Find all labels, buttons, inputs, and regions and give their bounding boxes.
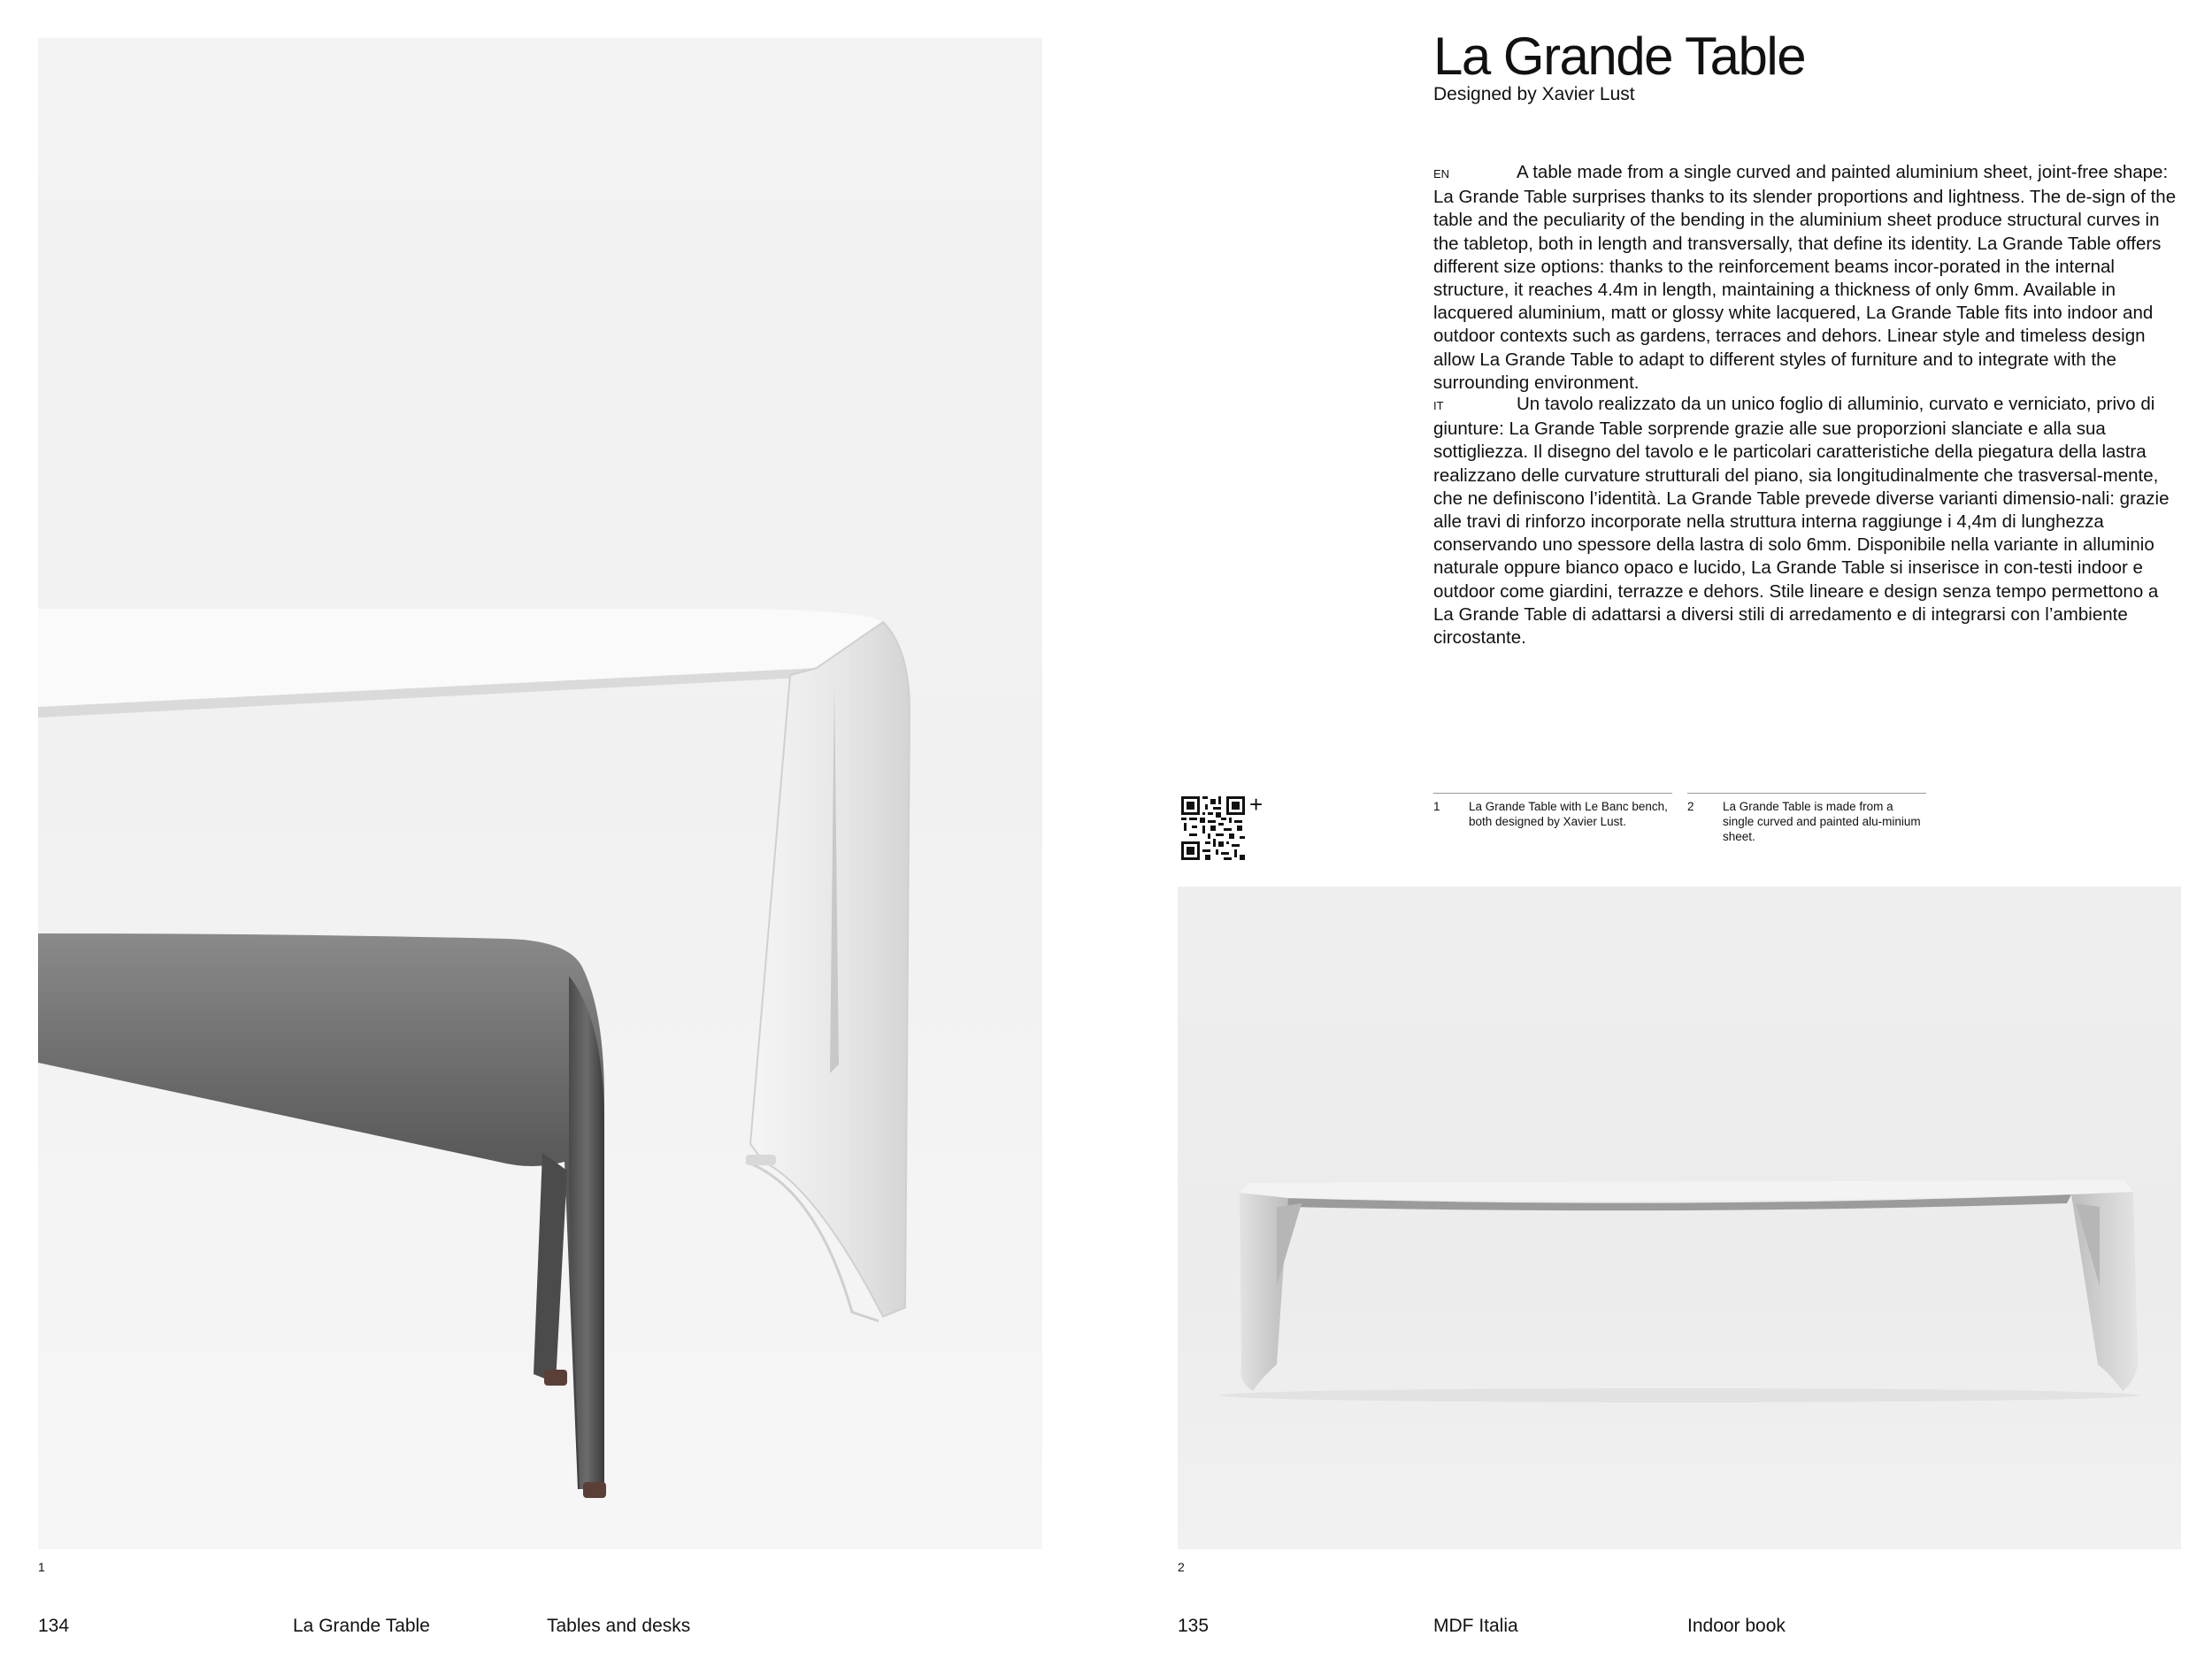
plus-icon: +	[1249, 791, 1263, 818]
caption-1	[1433, 793, 1672, 829]
caption-number: 2	[1687, 800, 1694, 813]
figure-number-1: 1	[38, 1560, 45, 1574]
page-number-left: 134	[38, 1616, 70, 1636]
footer-book-title: Indoor book	[1687, 1616, 1786, 1636]
table-illustration	[1178, 887, 2181, 1549]
page-title: La Grande Table	[1433, 27, 1806, 86]
caption-number: 1	[1433, 800, 1440, 813]
photo-table-with-bench	[38, 38, 1042, 1549]
description-en	[1433, 161, 2181, 395]
designer-subtitle: Designed by Xavier Lust	[1433, 84, 1635, 104]
lang-label-it: IT	[1433, 399, 1444, 412]
caption-text: La Grande Table with Le Banc bench, both designed by Xavier Lust.	[1469, 800, 1668, 828]
footer-product-title: La Grande Table	[293, 1616, 430, 1636]
page-number-right: 135	[1178, 1616, 1210, 1636]
qr-code-icon[interactable]	[1181, 796, 1245, 860]
description-it-text: Un tavolo realizzato da un unico foglio di alluminio, curvato e verniciato, privo di giunture: La Grande Table sorprende grazie alle sue proporzioni slanciate e alla sua sottigliezza. Il disegno del tavolo e le particolari caratteristiche della piegatura della lastra realizzano delle curvature strutturali del piano, sia longitudinalmente che trasversal-mente, che ne definiscono l’identità. La Grande Table prevede diverse varianti dimensio-nali: grazie alle travi di rinforzo incorporate nella struttura interna raggiunge i 4,4m di lunghezza conservando uno spessore della lastra di solo 6mm. Disponibile nella variante in alluminio naturale oppure bianco opaco e lucido, La Grande Table si inserisce in con-testi indoor e outdoor come giardini, terrazze e dehors. Stile lineare e design senza tempo permettono a La Grande Table di adattarsi a diversi stili di arredamento e di integrarsi con l’ambiente circostante.	[1433, 394, 2170, 649]
footer-section: Tables and desks	[547, 1616, 691, 1636]
figure-number-2: 2	[1178, 1560, 1185, 1574]
photo-table-alone	[1178, 887, 2181, 1549]
caption-2	[1687, 793, 1926, 844]
caption-text: La Grande Table is made from a single curved and painted alu-minium sheet.	[1723, 800, 1921, 843]
lang-label-en: EN	[1433, 167, 1450, 180]
table-bench-illustration	[38, 38, 1042, 1549]
description-en-text: A table made from a single curved and painted aluminium sheet, joint-free shape: La Grande Table surprises thanks to its slender proportions and lightness. The de-sign of the table and the peculiarity of the bending in the aluminium sheet produce structural curves in the tabletop, both in length and transversally, that define its identity. La Grande Table offers different size options: thanks to the reinforcement beams incor-porated in the internal structure, it reaches 4.4m in length, maintaining a thickness of only 6mm. Available in lacquered aluminium, matt or glossy white lacquered, La Grande Table fits into indoor and outdoor contexts such as gardens, terraces and dehors. Linear style and timeless design allow La Grande Table to adapt to different styles of furniture and to integrate with the surrounding environment.	[1433, 162, 2177, 393]
description-it	[1433, 393, 2181, 649]
footer-brand: MDF Italia	[1433, 1616, 1518, 1636]
